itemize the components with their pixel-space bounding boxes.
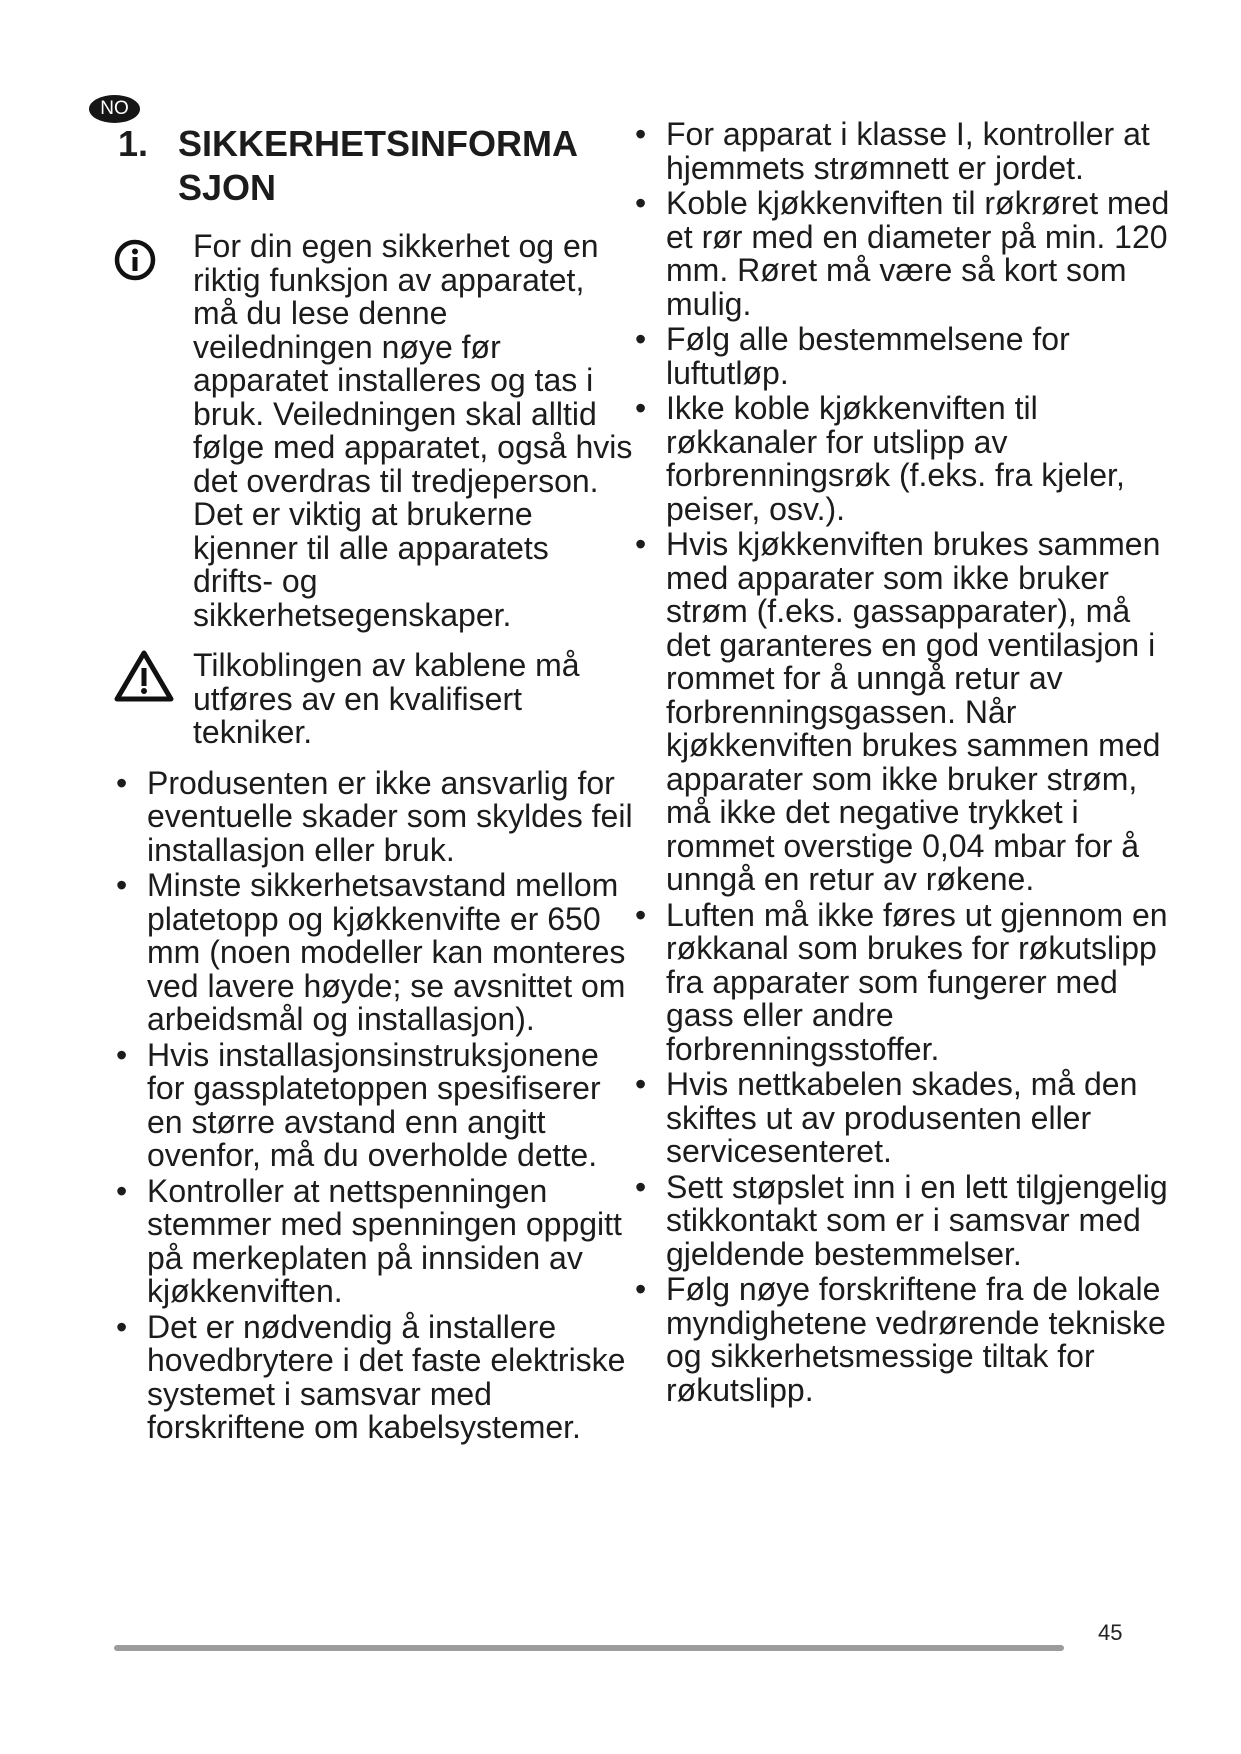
section-title-line1: SIKKERHETSINFORMA	[178, 123, 579, 164]
page-number: 45	[1098, 1620, 1123, 1645]
list-item: • Ikke koble kjøkkenviften til røkkanaler for utslipp av forbrenningsrøk (f.eks. fra kjeler, peiser, osv.).	[632, 392, 1170, 526]
list-item: • Følg alle bestemmelsene for luftutløp.	[632, 323, 1170, 390]
warning-notice-text: Tilkoblingen av kablene må utføres av en kvalifisert tekniker.	[193, 647, 580, 750]
warning-notice	[113, 649, 633, 750]
list-item: • Hvis installasjonsinstruksjonene for gassplatetoppen spesifiserer en større avstand enn angitt ovenfor, må du overholde dette.	[113, 1039, 633, 1173]
right-column	[632, 118, 1170, 1409]
footer-divider	[114, 1645, 1064, 1651]
list-item: • Minste sikkerhetsavstand mellom platetopp og kjøkkenvifte er 650 mm (noen modeller kan monteres ved lavere høyde; se avsnittet om arbeidsmål og installasjon).	[113, 869, 633, 1037]
list-item: • Hvis kjøkkenviften brukes sammen med apparater som ikke bruker strøm (f.eks. gassapparater), må det garanteres en god ventilasjon i rommet for å unngå retur av forbrenningsgassen. Når kjøkkenviften brukes sammen med apparater som ikke bruker strøm, må ikke det negative trykket i rommet overstige 0,04 mbar for å unngå en retur av røkene.	[632, 528, 1170, 897]
section-number: 1.	[118, 123, 149, 164]
language-badge: NO	[89, 95, 140, 123]
section-title-line2: SJON	[178, 167, 277, 208]
left-column	[113, 230, 633, 1447]
list-item: • Følg nøye forskriftene fra de lokale myndighetene vedrørende tekniske og sikkerhetsmessige tiltak for røkutslipp.	[632, 1273, 1170, 1407]
info-circle-icon	[113, 238, 157, 289]
list-item: • Luften må ikke føres ut gjennom en røkkanal som brukes for røkutslipp fra apparater som fungerer med gass eller andre forbrenningsstoffer.	[632, 899, 1170, 1067]
info-notice	[113, 230, 633, 632]
warning-triangle-icon	[113, 649, 175, 710]
list-item: • Hvis nettkabelen skades, må den skiftes ut av produsenten eller servicesenteret.	[632, 1068, 1170, 1169]
list-item: • Produsenten er ikke ansvarlig for eventuelle skader som skyldes feil installasjon eller bruk.	[113, 767, 633, 868]
info-notice-text: For din egen sikkerhet og en riktig funksjon av apparatet, må du lese denne veiledningen nøye før apparatet installeres og tas i bruk. Veiledningen skal alltid følge med apparatet, også hvis det overdras til tredjeperson. Det er viktig at brukerne kjenner til alle apparatets drifts- og sikkerhetsegenskaper.	[193, 228, 633, 633]
list-item: • Kontroller at nettspenningen stemmer med spenningen oppgitt på merkeplaten på innsiden av kjøkkenviften.	[113, 1175, 633, 1309]
list-item: • For apparat i klasse I, kontroller at hjemmets strømnett er jordet.	[632, 118, 1170, 185]
left-bullet-list	[113, 764, 633, 1445]
right-bullet-list	[632, 118, 1170, 1407]
list-item: • Det er nødvendig å installere hovedbrytere i det faste elektriske systemet i samsvar med forskriftene om kabelsystemer.	[113, 1311, 633, 1445]
list-item: • Koble kjøkkenviften til røkrøret med et rør med en diameter på min. 120 mm. Røret må være så kort som mulig.	[632, 187, 1170, 321]
list-item: • Sett støpslet inn i en lett tilgjengelig stikkontakt som er i samsvar med gjeldende bestemmelser.	[632, 1171, 1170, 1272]
section-title	[118, 122, 638, 210]
